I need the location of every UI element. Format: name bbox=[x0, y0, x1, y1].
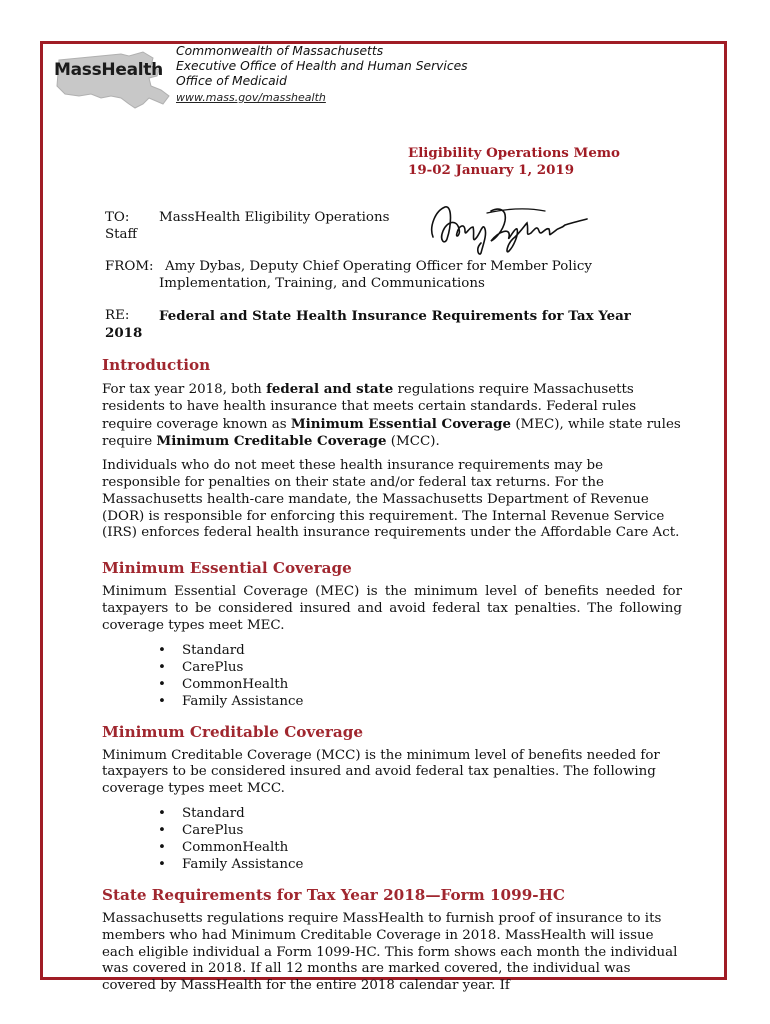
to-value: MassHealth Eligibility Operations bbox=[159, 210, 390, 225]
section-heading: Minimum Creditable Coverage bbox=[102, 722, 364, 741]
section-heading: State Requirements for Tax Year 2018—Form 1099-HC bbox=[102, 885, 566, 904]
list-item: • Standard bbox=[182, 805, 682, 822]
paragraph: For tax year 2018, both federal and state regulations require Massachusetts residents to have health insurance that meets certain standards. Federal rules require coverage known as Minimum Essential Coverage (MEC), while state rules require Minimum Creditable Coverage (MCC). bbox=[102, 381, 681, 450]
list-item: • Family Assistance bbox=[182, 856, 682, 873]
agency-block bbox=[176, 44, 468, 105]
agency-line: Office of Medicaid bbox=[176, 74, 287, 89]
memo-number-date: 19-02 January 1, 2019 bbox=[408, 162, 575, 178]
signature-icon bbox=[425, 197, 590, 255]
paragraph: Individuals who do not meet these health insurance requirements may be responsible for penalties on their state and/or federal tax returns. For the Massachusetts health-care mandate, the Massachusetts Department of Revenue (DOR) is responsible for enforcing this requirement. The Internal Revenue Service (IRS) enforces federal health insurance requirements under the Affordable Care Act. bbox=[102, 458, 680, 541]
website-link[interactable]: www.mass.gov/masshealth bbox=[176, 90, 326, 104]
re-label: RE: bbox=[105, 308, 130, 323]
re-subject-continued: 2018 bbox=[105, 325, 143, 341]
coverage-list bbox=[102, 805, 682, 873]
list-item: • CommonHealth bbox=[182, 676, 682, 693]
to-label: TO: bbox=[105, 210, 130, 225]
section-heading: Introduction bbox=[102, 356, 211, 374]
memo-body bbox=[102, 356, 682, 1002]
agency-line: Commonwealth of Massachusetts bbox=[176, 44, 384, 58]
paragraph: Minimum Creditable Coverage (MCC) is the minimum level of benefits needed for taxpayers to be considered insured and avoid federal tax penalties. The following coverage types meet MCC. bbox=[102, 747, 660, 797]
logo-wordmark: MassHealth bbox=[54, 60, 163, 80]
list-item: • CarePlus bbox=[182, 659, 682, 676]
from-value-continued: Implementation, Training, and Communications bbox=[159, 276, 485, 291]
section-heading: Minimum Essential Coverage bbox=[102, 559, 352, 578]
list-item: • Standard bbox=[182, 642, 682, 659]
list-item: • Family Assistance bbox=[182, 693, 682, 710]
from-value: Amy Dybas, Deputy Chief Operating Officer for Member Policy bbox=[165, 259, 592, 274]
to-value-continued: Staff bbox=[105, 227, 138, 242]
from-label: FROM: bbox=[105, 259, 154, 274]
paragraph: Massachusetts regulations require MassHealth to furnish proof of insurance to its members who had Minimum Creditable Coverage in 2018. MassHealth will issue each eligible individual a Form 1099-HC. This form shows each month the individual was covered in 2018. If all 12 months are marked covered, the individual was covered by MassHealth for the entire 2018 calendar year. If bbox=[102, 910, 678, 994]
agency-line: Executive Office of Health and Human Services bbox=[176, 59, 468, 74]
list-item: • CommonHealth bbox=[182, 839, 682, 856]
memo-title bbox=[408, 145, 620, 179]
memo-title-line: Eligibility Operations Memo bbox=[408, 145, 620, 161]
re-subject: Federal and State Health Insurance Requirements for Tax Year bbox=[159, 308, 631, 324]
paragraph: Minimum Essential Coverage (MEC) is the minimum level of benefits needed for taxpayers to be considered insured and avoid federal tax penalties. The following coverage types meet MEC. bbox=[102, 584, 682, 633]
list-item: • CarePlus bbox=[182, 822, 682, 839]
coverage-list bbox=[102, 642, 682, 710]
